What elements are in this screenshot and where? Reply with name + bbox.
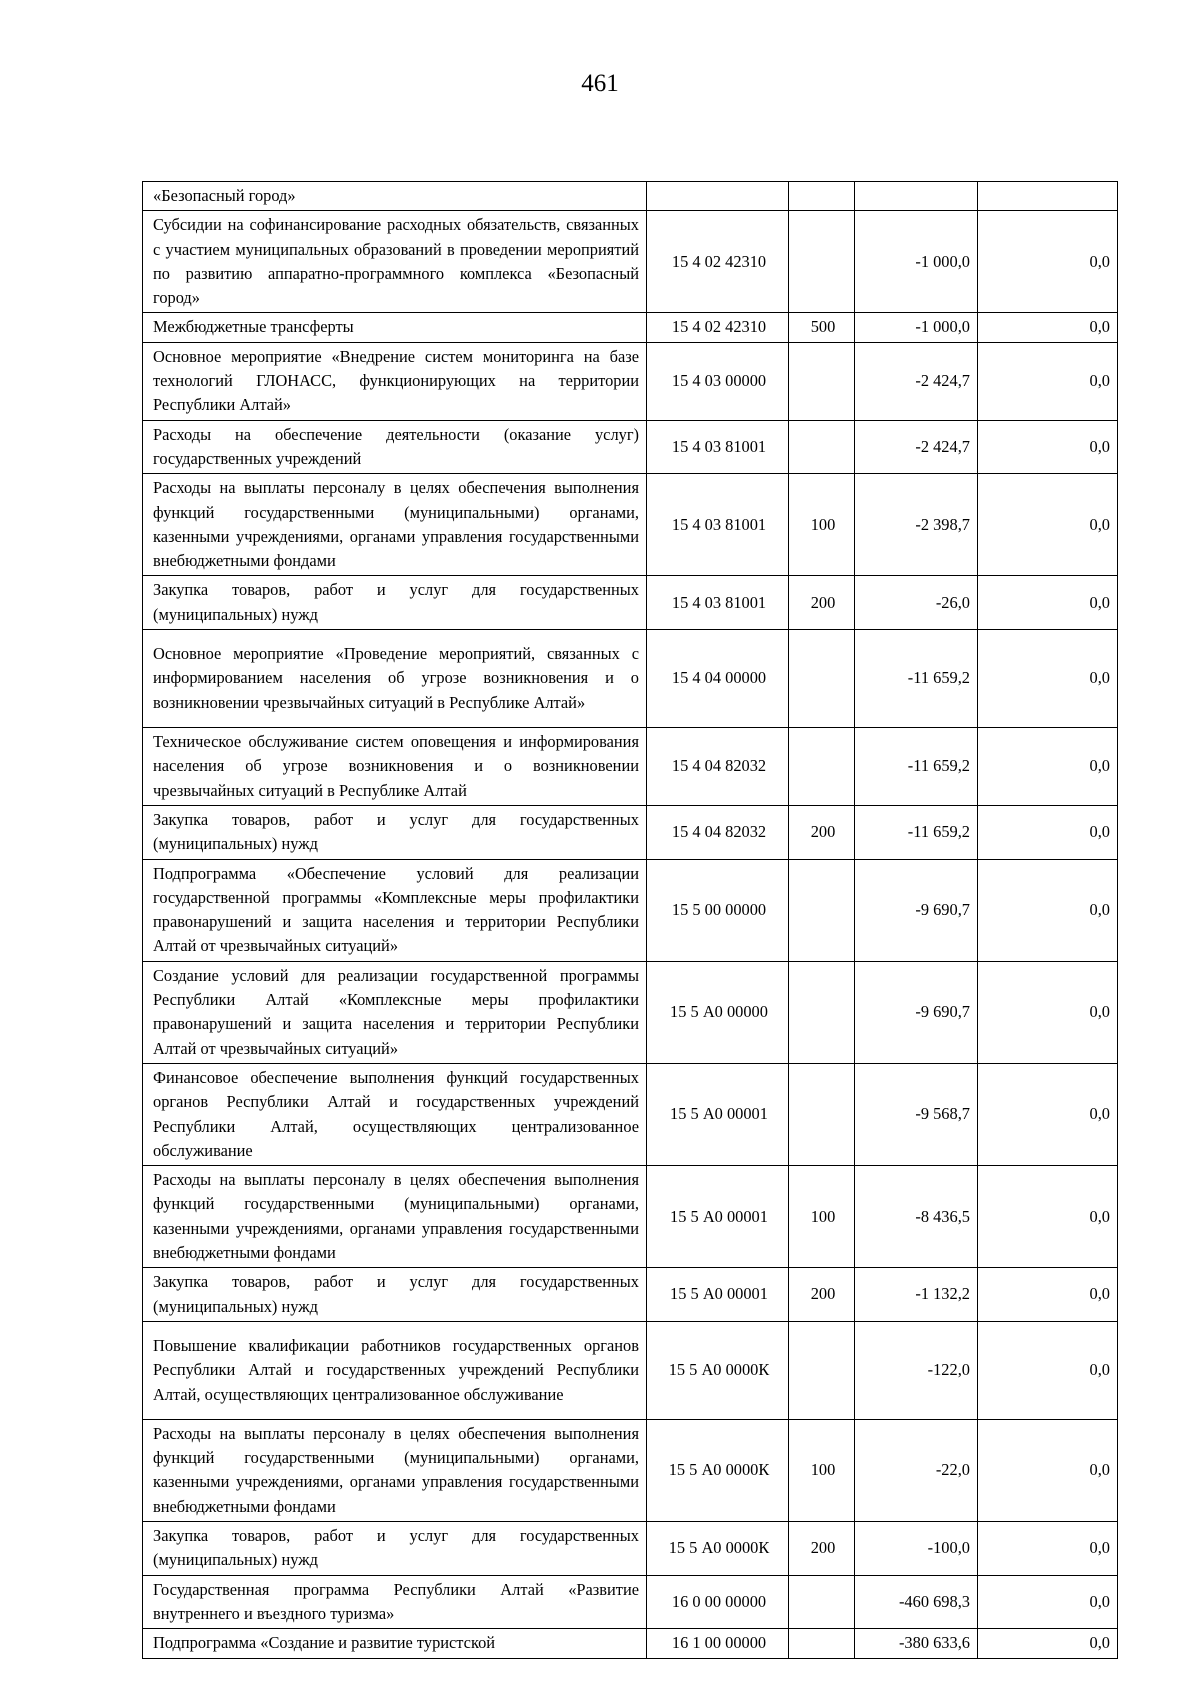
row-amount-2: 0,0: [978, 805, 1118, 859]
row-amount-2: 0,0: [978, 313, 1118, 342]
row-expense-type: [789, 342, 855, 420]
row-amount: -8 436,5: [855, 1166, 978, 1268]
row-name: Расходы на выплаты персоналу в целях обеспечения выполнения функций государственными (муниципальными) органами, казенными учреждениями, органами управления государственными внебюджетными фондами: [143, 1166, 647, 1268]
row-amount: [855, 182, 978, 211]
row-amount-2: 0,0: [978, 420, 1118, 474]
row-code: 16 0 00 00000: [647, 1575, 789, 1629]
row-name: Государственная программа Республики Алтай «Развитие внутреннего и въездного туризма»: [143, 1575, 647, 1629]
row-expense-type: 100: [789, 1166, 855, 1268]
row-name: Закупка товаров, работ и услуг для государственных (муниципальных) нужд: [143, 1268, 647, 1322]
row-name: Основное мероприятие «Проведение мероприятий, связанных с информированием населения об угрозе возникновения и о возникновении чрезвычайных ситуаций в Республике Алтай»: [143, 630, 647, 728]
row-amount-2: 0,0: [978, 728, 1118, 806]
row-name: Расходы на обеспечение деятельности (оказание услуг) государственных учреждений: [143, 420, 647, 474]
table-row: [143, 630, 1118, 728]
row-amount: -2 424,7: [855, 342, 978, 420]
row-code: 15 4 02 42310: [647, 211, 789, 313]
table-row: [143, 1166, 1118, 1268]
row-amount: -2 398,7: [855, 474, 978, 576]
row-amount: -1 000,0: [855, 211, 978, 313]
row-expense-type: [789, 859, 855, 961]
row-amount: -11 659,2: [855, 630, 978, 728]
row-code: 15 5 А0 00000: [647, 961, 789, 1063]
row-name: Подпрограмма «Обеспечение условий для реализации государственной программы «Комплексные меры профилактики правонарушений и защита населения и территории Республики Алтай от чрезвычайных ситуаций»: [143, 859, 647, 961]
row-amount-2: 0,0: [978, 1166, 1118, 1268]
row-amount: -22,0: [855, 1419, 978, 1521]
row-code: 15 4 02 42310: [647, 313, 789, 342]
row-expense-type: [789, 961, 855, 1063]
row-amount-2: 0,0: [978, 859, 1118, 961]
row-amount-2: 0,0: [978, 1063, 1118, 1165]
row-expense-type: [789, 1063, 855, 1165]
table-row: [143, 474, 1118, 576]
table-row: [143, 182, 1118, 211]
row-expense-type: 200: [789, 805, 855, 859]
row-expense-type: 100: [789, 474, 855, 576]
row-code: 15 4 04 82032: [647, 805, 789, 859]
row-amount: -2 424,7: [855, 420, 978, 474]
row-amount-2: 0,0: [978, 1321, 1118, 1419]
row-amount: -100,0: [855, 1522, 978, 1576]
table-row: [143, 342, 1118, 420]
row-name: Расходы на выплаты персоналу в целях обеспечения выполнения функций государственными (муниципальными) органами, казенными учреждениями, органами управления государственными внебюджетными фондами: [143, 1419, 647, 1521]
row-code: [647, 182, 789, 211]
row-name: Финансовое обеспечение выполнения функций государственных органов Республики Алтай и государственных учреждений Республики Алтай, осуществляющих централизованное обслуживание: [143, 1063, 647, 1165]
row-name: Расходы на выплаты персоналу в целях обеспечения выполнения функций государственными (муниципальными) органами, казенными учреждениями, органами управления государственными внебюджетными фондами: [143, 474, 647, 576]
row-code: 15 5 А0 00001: [647, 1166, 789, 1268]
table-row: [143, 1629, 1118, 1658]
row-amount: -9 568,7: [855, 1063, 978, 1165]
row-name: Основное мероприятие «Внедрение систем мониторинга на базе технологий ГЛОНАСС, функционирующих на территории Республики Алтай»: [143, 342, 647, 420]
row-amount-2: 0,0: [978, 211, 1118, 313]
table-row: [143, 1522, 1118, 1576]
row-code: 15 4 03 00000: [647, 342, 789, 420]
table-row: [143, 576, 1118, 630]
row-expense-type: [789, 211, 855, 313]
table-row: [143, 1063, 1118, 1165]
row-expense-type: 200: [789, 1522, 855, 1576]
row-code: 15 4 03 81001: [647, 474, 789, 576]
row-amount: -9 690,7: [855, 859, 978, 961]
table-row: [143, 859, 1118, 961]
row-amount-2: 0,0: [978, 1419, 1118, 1521]
table-row: [143, 1419, 1118, 1521]
row-amount: -9 690,7: [855, 961, 978, 1063]
row-name: Закупка товаров, работ и услуг для государственных (муниципальных) нужд: [143, 576, 647, 630]
row-code: 15 5 А0 0000К: [647, 1419, 789, 1521]
table-row: [143, 1321, 1118, 1419]
row-expense-type: [789, 420, 855, 474]
table-row: [143, 420, 1118, 474]
row-amount-2: [978, 182, 1118, 211]
row-code: 15 4 04 00000: [647, 630, 789, 728]
row-code: 15 5 А0 00001: [647, 1268, 789, 1322]
row-code: 15 5 А0 00001: [647, 1063, 789, 1165]
row-expense-type: 200: [789, 1268, 855, 1322]
page-number: 461: [581, 70, 619, 97]
table-row: [143, 961, 1118, 1063]
row-code: 15 4 03 81001: [647, 576, 789, 630]
budget-table: [142, 181, 1118, 1659]
row-amount-2: 0,0: [978, 1268, 1118, 1322]
row-name: Техническое обслуживание систем оповещения и информирования населения об угрозе возникновения и о возникновении чрезвычайных ситуаций в Республике Алтай: [143, 728, 647, 806]
row-amount: -1 000,0: [855, 313, 978, 342]
row-amount: -1 132,2: [855, 1268, 978, 1322]
row-name: «Безопасный город»: [143, 182, 647, 211]
table-row: [143, 313, 1118, 342]
row-amount: -26,0: [855, 576, 978, 630]
row-amount: -11 659,2: [855, 728, 978, 806]
row-amount-2: 0,0: [978, 961, 1118, 1063]
row-amount-2: 0,0: [978, 474, 1118, 576]
row-amount-2: 0,0: [978, 630, 1118, 728]
row-amount-2: 0,0: [978, 1575, 1118, 1629]
row-code: 16 1 00 00000: [647, 1629, 789, 1658]
row-expense-type: 100: [789, 1419, 855, 1521]
row-amount-2: 0,0: [978, 342, 1118, 420]
row-name: Подпрограмма «Создание и развитие туристской: [143, 1629, 647, 1658]
row-name: Создание условий для реализации государственной программы Республики Алтай «Комплексные меры профилактики правонарушений и защита населения и территории Республики Алтай от чрезвычайных ситуаций»: [143, 961, 647, 1063]
row-amount-2: 0,0: [978, 576, 1118, 630]
row-expense-type: [789, 182, 855, 211]
row-amount: -460 698,3: [855, 1575, 978, 1629]
row-code: 15 5 А0 0000К: [647, 1321, 789, 1419]
row-expense-type: [789, 1321, 855, 1419]
row-name: Субсидии на софинансирование расходных обязательств, связанных с участием муниципальных образований в проведении мероприятий по развитию аппаратно-программного комплекса «Безопасный город»: [143, 211, 647, 313]
row-code: 15 4 04 82032: [647, 728, 789, 806]
row-amount: -380 633,6: [855, 1629, 978, 1658]
row-name: Межбюджетные трансферты: [143, 313, 647, 342]
row-expense-type: [789, 1575, 855, 1629]
row-amount-2: 0,0: [978, 1629, 1118, 1658]
row-expense-type: [789, 1629, 855, 1658]
row-name: Закупка товаров, работ и услуг для государственных (муниципальных) нужд: [143, 805, 647, 859]
table-row: [143, 1268, 1118, 1322]
table-row: [143, 1575, 1118, 1629]
table-row: [143, 728, 1118, 806]
row-expense-type: 500: [789, 313, 855, 342]
row-expense-type: [789, 630, 855, 728]
table-row: [143, 805, 1118, 859]
row-code: 15 4 03 81001: [647, 420, 789, 474]
row-expense-type: [789, 728, 855, 806]
row-name: Закупка товаров, работ и услуг для государственных (муниципальных) нужд: [143, 1522, 647, 1576]
table-row: [143, 211, 1118, 313]
row-code: 15 5 А0 0000К: [647, 1522, 789, 1576]
row-code: 15 5 00 00000: [647, 859, 789, 961]
row-expense-type: 200: [789, 576, 855, 630]
row-amount-2: 0,0: [978, 1522, 1118, 1576]
row-amount: -122,0: [855, 1321, 978, 1419]
row-amount: -11 659,2: [855, 805, 978, 859]
row-name: Повышение квалификации работников государственных органов Республики Алтай и государственных учреждений Республики Алтай, осуществляющих централизованное обслуживание: [143, 1321, 647, 1419]
